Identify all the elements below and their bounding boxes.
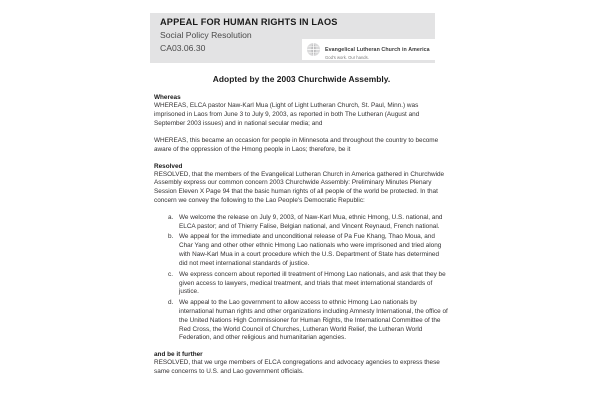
document-code: CA03.06.30: [160, 42, 206, 53]
whereas-paragraph-1: WHEREAS, ELCA pastor Naw-Karl Mua (Light of Light Lutheran Church, St. Paul, Minn.) was imprisoned in Laos from June 3 to July 9, 2003, as reported in both The Lutheran (August and September 2003 issues) and in national secular media; and: [154, 102, 420, 127]
list-item: [168, 214, 449, 232]
list-item-text: We welcome the release on July 9, 2003, of Naw-Karl Mua, ethnic Hmong, U.S. national, and ELCA pastor; and of Thierry Falise, Belgian national, and Vincent Reynaud, French national.: [179, 214, 443, 231]
further-resolved-paragraph: RESOLVED, that we urge members of ELCA congregations and advocacy agencies to express these same concerns to U.S. and Lao government officials.: [154, 359, 440, 376]
resolved-intro-paragraph: RESOLVED, that the members of the Evangelical Lutheran Church in America gathered in Churchwide Assembly express our common concern 2003 Churchwide Assembly: Preliminary Minutes Plenary Session Eleven X Page 94 that the basic human rights of all people of the world be protected. In that concern we convey the following to the Lao People's Democratic Republic:: [154, 170, 445, 205]
document-body: [154, 74, 449, 385]
whereas-paragraph-2: WHEREAS, this became an occasion for people in Minnesota and throughout the country to become aware of the oppression of the Hmong people in Laos; therefore, be it: [154, 136, 439, 153]
elca-logo-lockup: [302, 39, 440, 60]
logo-tagline: God's work. Our hands.: [325, 55, 369, 61]
list-item-text: We express concern about reported ill treatment of Hmong Lao nationals, and ask that they be given access to lawyers, medical treatment, and trials that meet international standards of justice.: [179, 270, 446, 296]
section-heading-whereas: Whereas: [154, 94, 181, 101]
list-item-text: We appeal for the immediate and unconditional release of Pa Fue Khang, Thao Moua, and Char Yang and other other ethnic Hmong Lao nationals who were imprisoned and tried along with Naw-Karl Mua in a court procedure which the U.S. Department of State has determined did not meet international standards of justice.: [179, 233, 442, 268]
list-item-marker: a.: [168, 214, 174, 222]
list-item-marker: c.: [168, 270, 173, 278]
document-subtitle: Social Policy Resolution: [160, 30, 252, 40]
list-item-marker: b.: [168, 233, 174, 241]
section-heading-and-be-it-further: and be it further: [154, 351, 203, 359]
section-heading-resolved: Resolved: [154, 162, 183, 170]
list-item: [168, 271, 449, 298]
list-item: [168, 233, 449, 269]
elca-cross-globe-logo-icon: [306, 42, 321, 57]
page-title: APPEAL FOR HUMAN RIGHTS IN LAOS: [160, 17, 338, 27]
adopted-heading: Adopted by the 2003 Churchwide Assembly.: [212, 74, 391, 84]
list-item-marker: d.: [168, 298, 174, 306]
list-item: [168, 299, 449, 344]
logo-text-block: [325, 39, 430, 61]
list-item-text: We appeal to the Lao government to allow access to ethnic Hmong Lao nationals by international human rights and other organizations including Amnesty International, the office of the United Nations High Commissioner for Human Rights, the International Committee of the Red Cross, the World Council of Churches, Lutheran World Relief, the Lutheran World Federation, and other religious and humanitarian agencies.: [179, 298, 448, 342]
resolution-item-list: [154, 214, 449, 343]
logo-organization-name: Evangelical Lutheran Church in America: [325, 46, 430, 53]
